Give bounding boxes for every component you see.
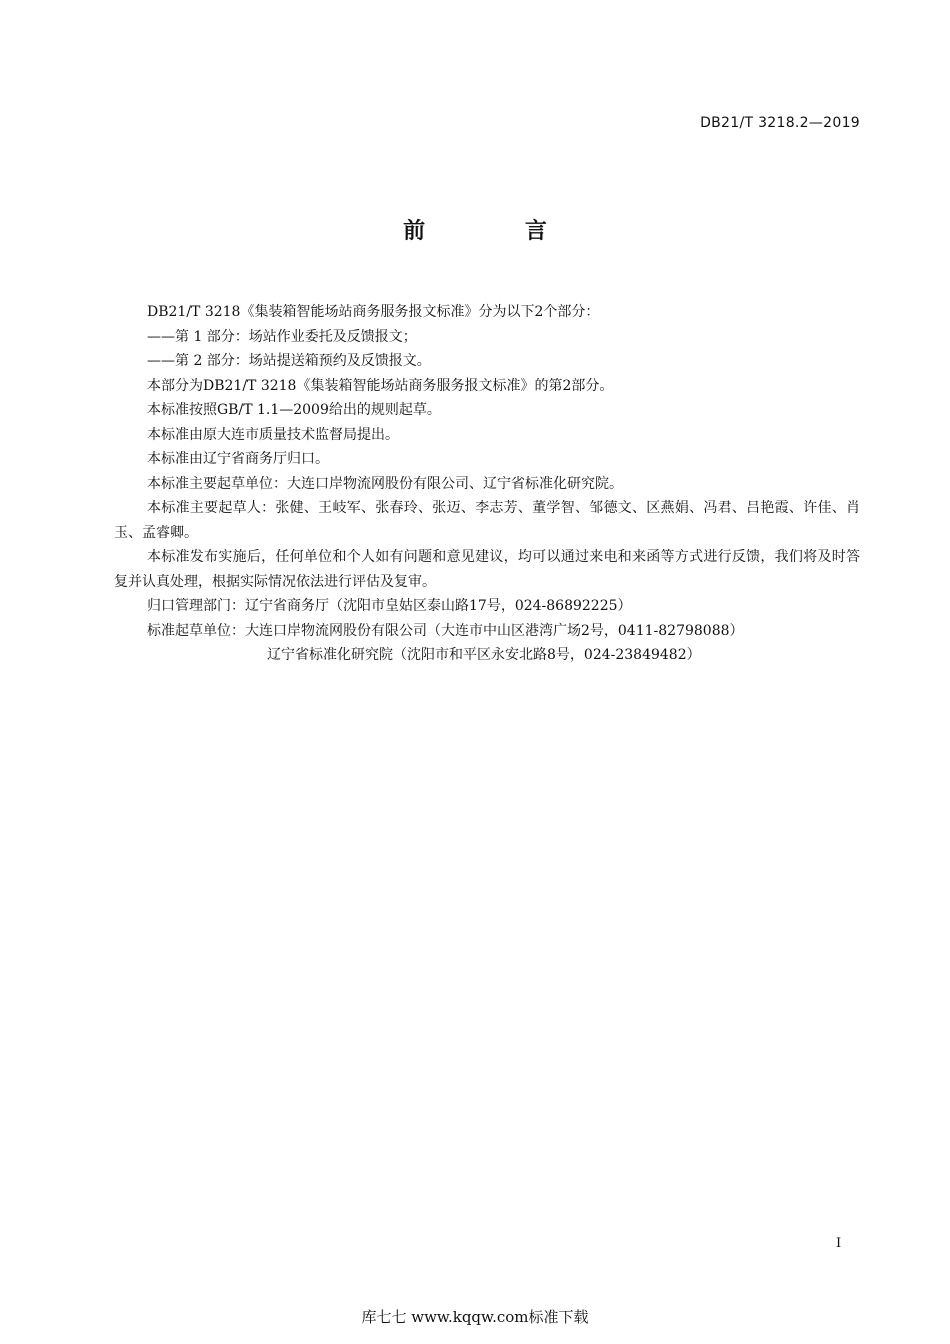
paragraph-drafting-units: 本标准主要起草单位：大连口岸物流网股份有限公司、辽宁省标准化研究院。: [147, 475, 623, 492]
paragraph-drafting-unit-address: 标准起草单位：大连口岸物流网股份有限公司（大连市中山区港湾广场2号，0411-82798088）: [147, 622, 744, 639]
watermark-text: 库七七 www.kqqw.com标准下载: [361, 1308, 589, 1326]
paragraph-this-part: 本部分为DB21/T 3218《集装箱智能场站商务服务报文标准》的第2部分。: [147, 377, 614, 394]
page-number: I: [836, 1236, 842, 1251]
paragraph-parts-intro: DB21/T 3218《集装箱智能场站商务服务报文标准》分为以下2个部分：: [147, 304, 600, 320]
paragraph-proposer: 本标准由原大连市质量技术监督局提出。: [147, 426, 399, 443]
paragraph-feedback: 本标准发布实施后，任何单位和个人如有问题和意见建议，均可以通过来电和来函等方式进行反馈，我们将及时答复并认真处理，根据实际情况依法进行评估及复审。: [114, 549, 860, 590]
paragraph-part-2: ——第 2 部分：场站提送箱预约及反馈报文。: [147, 353, 431, 369]
page-title: 前 言: [403, 219, 593, 244]
paragraph-administrator: 本标准由辽宁省商务厅归口。: [147, 451, 329, 467]
document-code: DB21/T 3218.2—2019: [700, 115, 860, 131]
paragraph-admin-dept-address: 归口管理部门：辽宁省商务厅（沈阳市皇姑区泰山路17号，024-86892225）: [147, 598, 632, 614]
paragraph-part-1: ——第 1 部分：场站作业委托及反馈报文；: [147, 328, 417, 345]
paragraph-drafting-unit-address-continued: 辽宁省标准化研究院（沈阳市和平区永安北路8号，024-23849482）: [267, 647, 701, 663]
paragraph-drafters: 本标准主要起草人：张健、王岐军、张春玲、张迈、李志芳、董学智、邹德文、区燕娟、冯君、吕艳霞、许佳、肖玉、孟睿卿。: [114, 500, 860, 541]
foreword-body: [114, 300, 860, 668]
paragraph-drafting-rules: 本标准按照GB/T 1.1—2009给出的规则起草。: [147, 402, 441, 418]
